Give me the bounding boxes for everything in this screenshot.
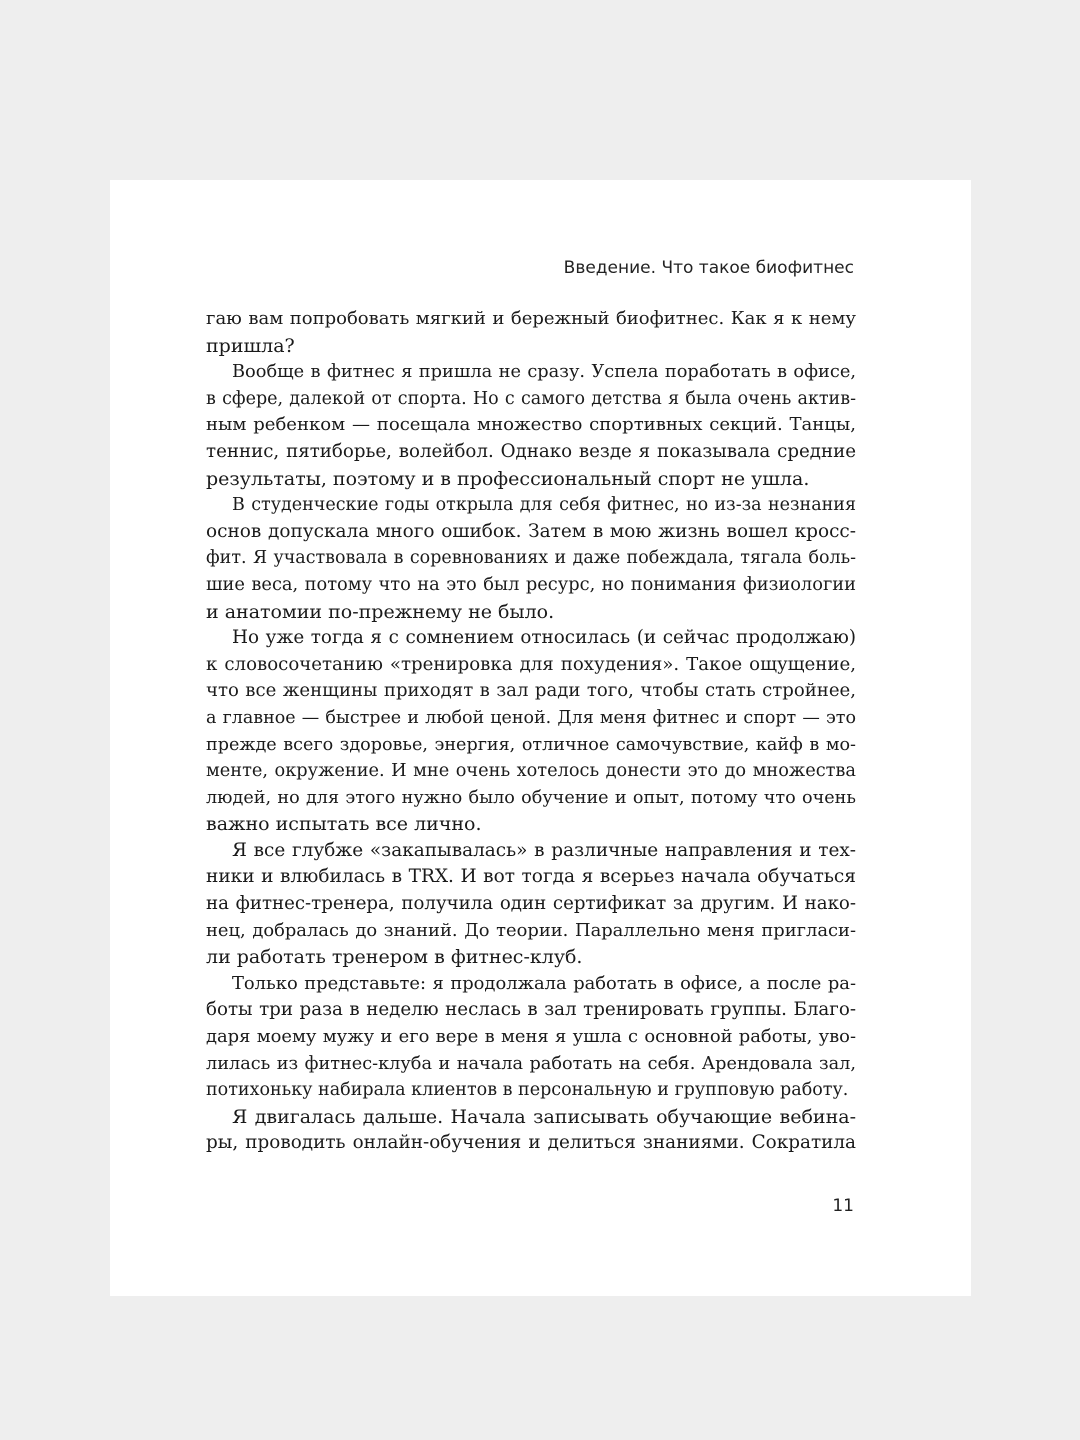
book-page <box>110 180 971 1296</box>
text-line: ры, проводить онлайн-обучения и делиться знаниями. Сократила <box>206 1132 856 1154</box>
text-line: и анатомии по-прежнему не было. <box>206 600 555 623</box>
text-line: боты три раза в неделю неслась в зал тренировать группы. Благо- <box>206 999 856 1021</box>
text-line: людей, но для этого нужно было обучение и опыт, потому что очень <box>206 787 856 808</box>
text-line: В студенческие годы открыла для себя фитнес, но из-за незнания <box>232 495 856 516</box>
text-line: основ допускала много ошибок. Затем в мою жизнь вошел кросс- <box>206 520 856 542</box>
text-line: Я двигалась дальше. Начала записывать обучающие вебина- <box>232 1105 856 1128</box>
text-line: результаты, поэтому и в профессиональный спорт не ушла. <box>206 467 810 490</box>
text-line: Я все глубже «закапывалась» в различные направления и тех- <box>232 839 856 861</box>
text-line: гаю вам попробовать мягкий и бережный биофитнес. Как я к нему <box>206 308 856 329</box>
text-line: пришла? <box>206 334 295 357</box>
text-line: нец, добралась до знаний. До теории. Параллельно меня пригласи- <box>206 919 856 941</box>
text-line: теннис, пятиборье, волейбол. Однако везде я показывала средние <box>206 440 856 462</box>
text-line: важно испытать все лично. <box>206 813 482 836</box>
text-line: Только представьте: я продолжала работать в офисе, а после ра- <box>232 972 856 994</box>
text-line: в сфере, далекой от спорта. Но с самого детства я была очень актив- <box>206 388 856 409</box>
text-line: а главное — быстрее и любой ценой. Для меня фитнес и спорт — это <box>206 707 856 728</box>
text-line: Вообще в фитнес я пришла не сразу. Успела поработать в офисе, <box>232 362 856 383</box>
text-line: менте, окружение. И мне очень хотелось донести это до множества <box>206 761 856 782</box>
page-number: 11 <box>832 1196 854 1216</box>
body-text <box>206 306 856 1157</box>
text-line: Но уже тогда я с сомнением относилась (и сейчас продолжаю) <box>232 627 856 649</box>
text-line: фит. Я участвовала в соревнованиях и даже побеждала, тягала боль- <box>206 548 856 569</box>
text-line: ники и влюбилась в TRX. И вот тогда я всерьез начала обучаться <box>206 866 856 888</box>
running-head: Введение. Что такое биофитнес <box>563 258 854 278</box>
text-line: к словосочетанию «тренировка для похудения». Такое ощущение, <box>206 653 856 675</box>
text-line: ным ребенком — посещала множество спортивных секций. Танцы, <box>206 414 856 436</box>
text-line: что все женщины приходят в зал ради того, чтобы стать стройнее, <box>206 680 856 702</box>
text-line: потихоньку набирала клиентов в персональную и групповую работу. <box>206 1080 849 1101</box>
text-line: даря моему мужу и его вере в меня я ушла с основной работы, уво- <box>206 1026 856 1048</box>
text-line: шие веса, потому что на это был ресурс, но понимания физиологии <box>206 573 856 595</box>
text-line: лилась из фитнес-клуба и начала работать на себя. Арендовала зал, <box>206 1053 856 1074</box>
text-line: прежде всего здоровье, энергия, отличное самочувствие, кайф в мо- <box>206 734 856 755</box>
text-line: ли работать тренером в фитнес-клуб. <box>206 946 583 969</box>
text-line: на фитнес-тренера, получила один сертификат за другим. И нако- <box>206 893 856 915</box>
